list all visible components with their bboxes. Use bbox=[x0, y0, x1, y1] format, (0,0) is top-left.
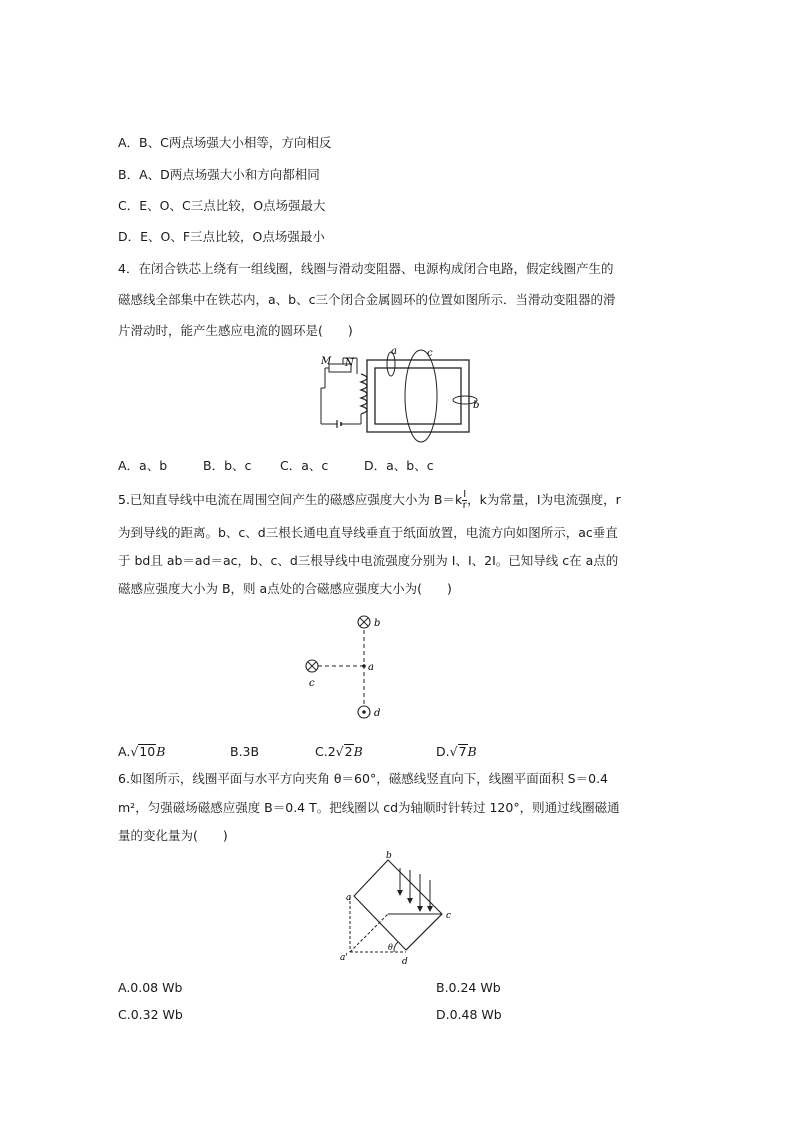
q4-label-c: c bbox=[427, 348, 433, 359]
q4-option-a: A．a、b bbox=[118, 458, 168, 473]
q3-option-b: B．A、D两点场强大小和方向都相同 bbox=[118, 167, 320, 182]
q5-wire-figure bbox=[300, 612, 390, 724]
q5-line1-post: ，k为常量，I为电流强度，r bbox=[467, 492, 621, 507]
q4-label-n: N bbox=[345, 358, 354, 369]
q4-label-b: b bbox=[473, 400, 480, 411]
q6-label-theta: θ bbox=[388, 943, 393, 952]
q4-stem-line1: 4．在闭合铁芯上绕有一组线圈，线圈与滑动变阻器、电源构成闭合电路，假定线圈产生的 bbox=[118, 261, 614, 276]
q4-circuit-figure bbox=[315, 344, 490, 444]
q5-line1-pre: 5.已知直导线中电流在周围空间产生的磁感应强度大小为 B＝k bbox=[118, 492, 463, 507]
q6-stem-line1: 6.如图所示，线圈平面与水平方向夹角 θ＝60°，磁感线竖直向下，线圈平面面积 S＝0.4 bbox=[118, 771, 608, 786]
q5-frac-num: I bbox=[463, 489, 467, 500]
q3-option-a: A．B、C两点场强大小相等，方向相反 bbox=[118, 135, 332, 150]
q4-option-c: C．a、c bbox=[280, 458, 329, 473]
q4-label-m: M bbox=[321, 356, 332, 367]
q5-stem-line3: 于 bd且 ab＝ad＝ac，b、c、d三根导线中电流强度分别为 I、I、2I。已知导线 c在 a点的 bbox=[118, 553, 619, 568]
q3-option-d: D．E、O、F三点比较，O点场强最小 bbox=[118, 229, 325, 244]
q5-option-b: B.3B bbox=[230, 744, 260, 759]
q4-stem-line3: 片滑动时，能产生感应电流的圆环是( ) bbox=[118, 323, 353, 338]
q5-stem-line4: 磁感应强度大小为 B，则 a点处的合磁感应强度大小为( ) bbox=[118, 581, 452, 596]
q4-option-b: B．b、c bbox=[203, 458, 252, 473]
q6-label-b: b bbox=[386, 851, 392, 861]
q6-option-a: A.0.08 Wb bbox=[118, 980, 183, 995]
q5-option-a-post: B bbox=[156, 744, 166, 759]
q6-label-c: c bbox=[446, 911, 452, 921]
q5-option-d: D.√7B bbox=[436, 744, 477, 759]
q5-option-d-pre: D. bbox=[436, 744, 450, 759]
q5-label-d: d bbox=[374, 708, 381, 719]
q6-label-d: d bbox=[402, 957, 408, 967]
q6-label-a: a bbox=[346, 893, 352, 903]
q5-frac-den: r bbox=[462, 500, 467, 511]
q5-option-c-pre: C.2 bbox=[315, 744, 336, 759]
q5-option-d-radicand: 7 bbox=[458, 744, 467, 759]
q5-option-c-post: B bbox=[353, 744, 363, 759]
q5-label-a: a bbox=[368, 662, 374, 673]
q5-option-a-pre: A. bbox=[118, 744, 131, 759]
q5-stem-line2: 为到导线的距离。b、c、d三根长通电直导线垂直于纸面放置，电流方向如图所示，ac垂直 bbox=[118, 525, 618, 540]
q6-option-b: B.0.24 Wb bbox=[436, 980, 501, 995]
q6-stem-line3: 量的变化量为( ) bbox=[118, 828, 228, 843]
q5-option-a-radicand: 10 bbox=[139, 744, 156, 759]
q4-option-d: D．a、b、c bbox=[364, 458, 434, 473]
q5-label-b: b bbox=[374, 618, 381, 629]
q5-option-d-post: B bbox=[467, 744, 477, 759]
q5-stem-line1 bbox=[118, 485, 621, 515]
q4-stem-line2: 磁感线全部集中在铁芯内，a、b、c三个闭合金属圆环的位置如图所示．当滑动变阻器的滑 bbox=[118, 292, 616, 307]
q5-option-a: A.√10B bbox=[118, 744, 166, 759]
q6-label-a-prime: a' bbox=[340, 953, 348, 963]
q5-option-c: C.2√2B bbox=[315, 744, 363, 759]
q5-label-c: c bbox=[309, 678, 315, 689]
q6-stem-line2: m²，匀强磁场磁感应强度 B＝0.4 T。把线圈以 cd为轴顺时针转过 120°，则通过线圈磁通 bbox=[118, 800, 620, 815]
q3-option-c: C．E、O、C三点比较，O点场强最大 bbox=[118, 198, 326, 213]
q4-label-a: a bbox=[391, 346, 397, 357]
q5-option-c-radicand: 2 bbox=[344, 744, 353, 759]
q6-coil-figure bbox=[336, 848, 460, 970]
q6-option-d: D.0.48 Wb bbox=[436, 1007, 502, 1022]
q6-option-c: C.0.32 Wb bbox=[118, 1007, 183, 1022]
